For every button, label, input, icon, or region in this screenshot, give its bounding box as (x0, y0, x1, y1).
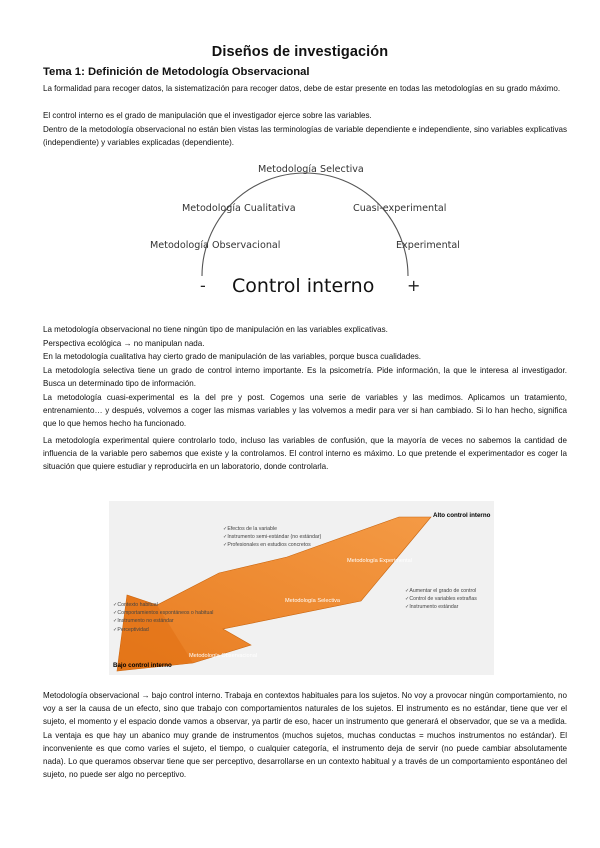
high-control-label: Alto control interno (433, 512, 491, 519)
paragraph: La metodología observacional no tiene ningún tipo de manipulación en las variables explicativas. (43, 325, 388, 334)
plus-sign: + (407, 276, 421, 295)
paragraph: En la metodología cualitativa hay cierto grado de manipulación de las variables, porque busca cualidades. (43, 352, 421, 361)
top-checklist (223, 525, 321, 550)
list-item: ✓ Perceptividad (113, 626, 213, 634)
page-title: Diseños de investigación (211, 44, 389, 60)
list-item: ✓ Instrumento semi-estándar (no estándar) (223, 533, 321, 541)
left-checklist (113, 601, 213, 634)
diagram-label-experimental: Experimental (396, 240, 460, 251)
paragraph: El control interno es el grado de manipulación que el investigador ejerce sobre las variables. (43, 111, 372, 120)
topic-heading: Tema 1: Definición de Metodología Observacional (43, 66, 310, 78)
paragraph: Metodología observacional → bajo control interno. Trabaja en contextos habituales para los sujetos. No voy a provocar ningún comportamiento, no voy a ser la causa de un efecto, sino que trabajo con comportamientos naturales de los sujetos. El instrumento es no estándar, tiene que ver el sujeto, el momento y el espacio donde vamos a observar, ya partir de eso, hacer un instrumento que generará el observador, que se va a medida. La ventaja es que hay un abanico muy grande de instrumentos (muchos sujetos, muchas conductas = muchos instrumentos no estándar). El inconveniente es que como varíes el sujeto, el tiempo, o cualquier categoría, el instrumento deja de servir (no puede cambiar absolutamente nada). Lo que queramos observar tiene que ser perceptivo, desarrollarse en un contexto habitual y a través de un comportamiento espontáneo del sujeto, no puede ser algo no perceptivo. (43, 691, 567, 780)
control-arrow-figure (109, 501, 494, 675)
list-item: ✓ Comportamientos espontáneos o habitual (113, 609, 213, 617)
diagram-label-cualitativa: Metodología Cualitativa (182, 203, 296, 214)
paragraph: La metodología experimental quiere controlarlo todo, incluso las variables de confusión, que la mayoría de veces no sabemos la cantidad de influencia de la variable pero sabemos que existe y la controlamos. El control interno es máximo. Lo que pretende el experimentador es coger la situación que quiere estudiar y reproducirla en un laboratorio, donde controlarla. (43, 436, 567, 472)
paragraph: Perspectiva ecológica → no manipulan nada. (43, 339, 205, 348)
list-item: ✓ Contexto habitual (113, 601, 213, 609)
list-item: ✓ Control de variables extrañas (405, 595, 477, 603)
arrow-label-experimental: Metodología Experimental (347, 558, 412, 564)
low-control-label: Bajo control interno (113, 662, 172, 669)
diagram-label-selectiva: Metodología Selectiva (258, 164, 364, 175)
list-item: ✓ Instrumento estándar (405, 603, 477, 611)
paragraph: Dentro de la metodología observacional no están bien vistas las terminologías de variable dependiente e independiente, sino variables explicativas (independiente) y variables explicadas (dependiente). (43, 125, 567, 148)
list-item: ✓ Profesionales en estudios concretos (223, 541, 321, 549)
paragraph: La metodología selectiva tiene un grado de control interno importante. Es la psicometría. Pide información, la que le interesa al investigador. Busca un determinado tipo de información. (43, 366, 567, 389)
diagram-label-observacional: Metodología Observacional (150, 240, 281, 251)
minus-sign: - (200, 276, 206, 295)
list-item: ✓ Efectos de la variable (223, 525, 321, 533)
list-item: ✓ Aumentar el grado de control (405, 587, 477, 595)
paragraph: La formalidad para recoger datos, la sistematización para recoger datos, debe de estar presente en todas las metodologías en su grado máximo. (43, 84, 561, 93)
diagram-label-cuasi: Cuasi-experimental (353, 203, 447, 214)
control-interno-label: Control interno (232, 275, 375, 297)
right-checklist (405, 587, 477, 612)
arrow-label-selectiva: Metodología Selectiva (285, 598, 341, 604)
arrow-label-observacional: Metodología Observacional (189, 653, 258, 659)
list-item: ✓ Instrumento no estándar (113, 617, 213, 625)
paragraph: La metodología cuasi-experimental es la del pre y post. Cogemos una serie de variables y las medimos. Aplicamos un tratamiento, entrenamiento… y después, volvemos a coger las mismas variables y las volvemos a medir para ver si han cambiado. Si lo han hecho, significa que lo que hemos hecho ha funcionado. (43, 393, 567, 429)
